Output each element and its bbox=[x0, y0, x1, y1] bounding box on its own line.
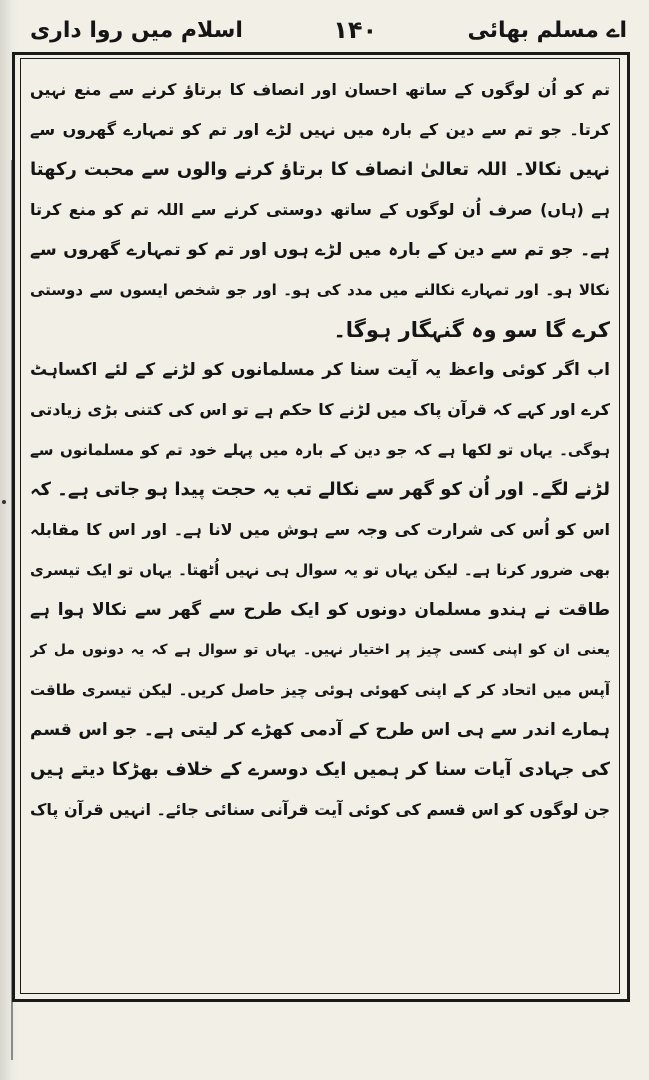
header-chapter-title: اسلام میں روا داری bbox=[30, 17, 243, 43]
text-line: یعنی ان کو اپنی کسی چیز پر اختیار نہیں۔ یہاں تو سوال ہے کہ یہ دونوں مل کر bbox=[30, 642, 610, 658]
text-line: کرتا۔ جو تم سے دین کے بارہ میں نہیں لڑے اور تم کو تمہارے گھروں سے bbox=[30, 120, 610, 139]
text-line: ہوگی۔ یہاں تو لکھا ہے کہ جو دین کے بارہ میں پہلے خود تم کو مسلمانوں سے bbox=[30, 441, 610, 459]
text-line: ہمارے اندر سے ہی اس طرح کے آدمی کھڑے کر لیتی ہے۔ جو اس قسم bbox=[30, 720, 610, 740]
text-line: طاقت نے ہندو مسلمان دونوں کو ایک طرح سے گھر سے نکالا ہوا ہے bbox=[30, 600, 610, 620]
body-text bbox=[30, 70, 610, 990]
text-line: بھی ضرور کرنا ہے۔ لیکن یہاں تو یہ سوال ہی نہیں اُٹھتا۔ یہاں تو ایک تیسری bbox=[30, 561, 610, 579]
text-line: کی جہادی آیات سنا کر ہمیں ایک دوسرے کے خلاف بھڑکا دیتے ہیں bbox=[30, 759, 610, 780]
text-line: نکالا ہو۔ اور تمہارے نکالنے میں مدد کی ہو۔ اور جو شخص ایسوں سے دوستی bbox=[30, 281, 610, 299]
header-book-title: اے مسلم بھائی bbox=[467, 17, 627, 43]
text-line: اب اگر کوئی واعظ یہ آیت سنا کر مسلمانوں کو لڑنے کے لئے اکساہٹ bbox=[30, 360, 610, 380]
margin-mark bbox=[2, 500, 6, 504]
text-line: ہے (ہاں) صرف اُن لوگوں کے ساتھ دوستی کرنے سے اللہ تم کو منع کرتا bbox=[30, 200, 610, 219]
text-line: تم کو اُن لوگوں کے ساتھ احسان اور انصاف کا برتاؤ کرنے سے منع نہیں bbox=[30, 80, 610, 99]
text-line: آپس میں اتحاد کر کے اپنی کھوئی ہوئی چیز حاصل کریں۔ لیکن تیسری طاقت bbox=[30, 681, 610, 699]
text-line: ہے۔ جو تم سے دین کے بارہ میں لڑے ہوں اور تم کو تمہارے گھروں سے bbox=[30, 240, 610, 260]
text-line: جن لوگوں کو اس قسم کی کوئی آیت قرآنی سنائی جائے۔ انہیں قرآن پاک bbox=[30, 800, 610, 819]
page-number: ۱۴۰ bbox=[333, 16, 378, 44]
text-line: کرے اور کہے کہ قرآن پاک میں لڑنے کا حکم ہے تو اس کی کتنی بڑی زیادتی bbox=[30, 400, 610, 419]
text-line: لڑنے لگے۔ اور اُن کو گھر سے نکالے تب یہ حجت پیدا ہو جاتی ہے۔ کہ bbox=[30, 479, 610, 500]
text-line: نہیں نکالا۔ اللہ تعالیٰ انصاف کا برتاؤ کرنے والوں سے محبت رکھتا bbox=[30, 159, 610, 180]
text-line: کرے گا سو وہ گنہگار ہوگا۔ bbox=[333, 318, 610, 342]
text-line: اس کو اُس کی شرارت کی وجہ سے ہوش میں لانا ہے۔ اور اس کا مقابلہ bbox=[30, 520, 610, 539]
page-header bbox=[30, 6, 627, 54]
